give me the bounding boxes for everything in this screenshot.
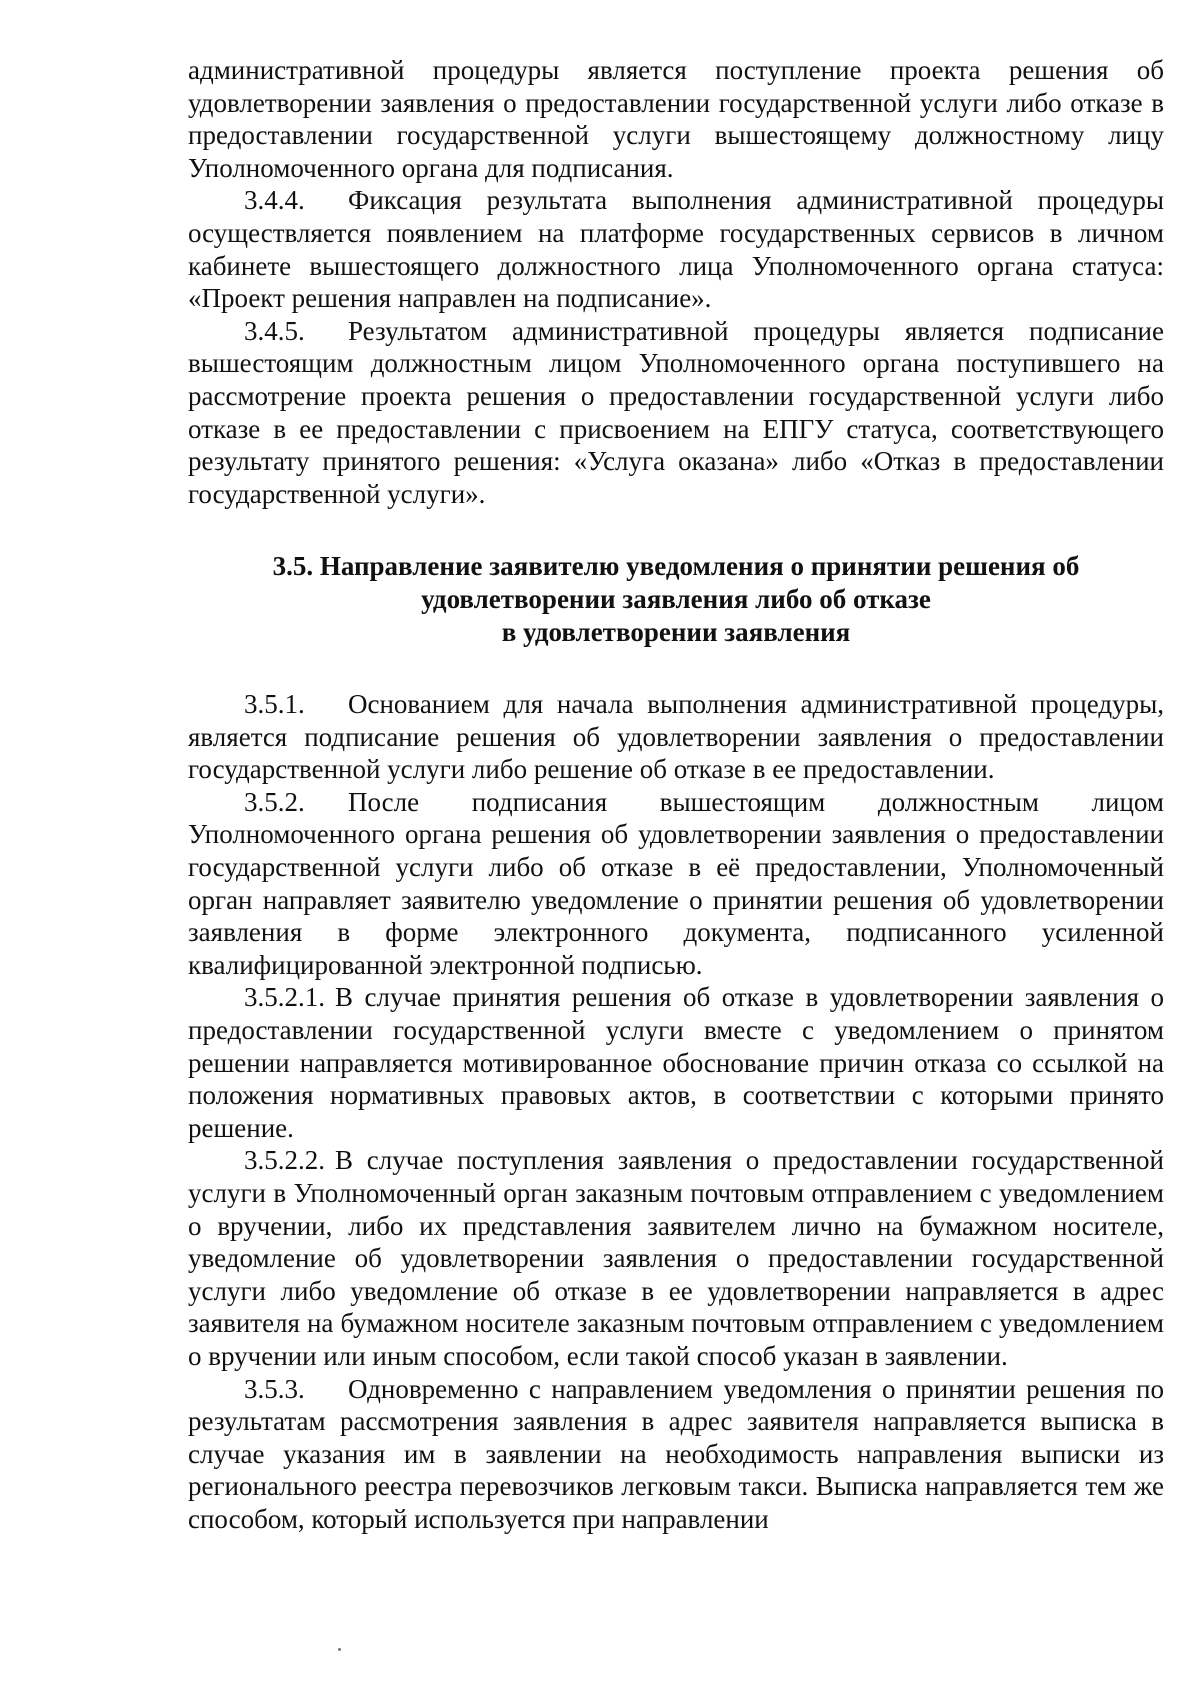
paragraph-number: 3.5.3. xyxy=(244,1373,305,1404)
paragraph-text: В случае принятия решения об отказе в удовлетворении заявления о предоставлении государственной услуги вместе с уведомлением о принятом решении направляется мотивированное обоснование причин отказа со ссылкой на положения нормативных правовых актов, в соответствии с которыми принято решение. xyxy=(188,982,1164,1143)
paragraph-text: После подписания вышестоящим должностным лицом Уполномоченного органа решения об удовлетворении заявления о предоставлении государственной услуги либо об отказе в её предоставлении, Уполномоченный орган направляет заявителю уведомление о принятии решения об удовлетворении заявления в форме электронного документа, подписанного усиленной квалифицированной электронной подписью. xyxy=(188,786,1164,980)
section-heading-3-5 xyxy=(188,550,1164,648)
paragraph-text: Основанием для начала выполнения административной процедуры, является подписание решения об удовлетворении заявления о предоставлении государственной услуги либо решение об отказе в ее предоставлении. xyxy=(188,689,1164,785)
paragraph-number: 3.4.4. xyxy=(244,185,305,216)
paragraph-3-5-2-1 xyxy=(188,981,1164,1144)
paragraph-3-4-4 xyxy=(188,184,1164,314)
paragraph-text: Одновременно с направлением уведомления о принятии решения по результатам рассмотрения заявления в адрес заявителя направляется выписка в случае указания им в заявлении на необходимость направления выписки из регионального реестра перевозчиков легковым такси. Выписка направляется тем же способом, который используется при направлении xyxy=(188,1373,1164,1534)
paragraph-3-5-1 xyxy=(188,688,1164,786)
paragraph-3-5-3 xyxy=(188,1373,1164,1536)
paragraph-3-5-2-2 xyxy=(188,1144,1164,1372)
paragraph-text: Фиксация результата выполнения административной процедуры осуществляется появлением на платформе государственных сервисов в личном кабинете вышестоящего должностного лица Уполномоченного органа статуса: «Проект решения направлен на подписание». xyxy=(188,185,1164,314)
paragraph-3-5-2 xyxy=(188,786,1164,982)
paragraph-intro: административной процедуры является поступление проекта решения об удовлетворении заявления о предоставлении государственной услуги либо отказе в предоставлении государственной услуги вышестоящему должностному лицу Уполномоченного органа для подписания. xyxy=(188,55,1164,183)
document-body xyxy=(188,54,1164,1536)
section-heading-line: удовлетворении заявления либо об отказе xyxy=(421,583,931,614)
paragraph-text: Результатом административной процедуры является подписание вышестоящим должностным лицом Уполномоченного органа поступившего на рассмотрение проекта решения о предоставлении государственной услуги либо отказе в ее предоставлении с присвоением на ЕПГУ статуса, соответствующего результату принятого решения: «Услуга оказана» либо «Отказ в предоставлении государственной услуги». xyxy=(188,315,1164,509)
paragraph-number: 3.5.2.2. xyxy=(244,1145,325,1176)
section-heading-line: в удовлетворении заявления xyxy=(501,616,851,647)
paragraph-number: 3.5.1. xyxy=(244,689,305,720)
paragraph-text: В случае поступления заявления о предоставлении государственной услуги в Уполномоченный орган заказным почтовым отправлением с уведомлением о вручении, либо их представления заявителем лично на бумажном носителе, уведомление об удовлетворении заявления о предоставлении государственной услуги либо уведомление об отказе в ее удовлетворении направляется в адрес заявителя на бумажном носителе заказным почтовым отправлением с уведомлением о вручении или иным способом, если такой способ указан в заявлении. xyxy=(188,1145,1164,1371)
paragraph-number: 3.4.5. xyxy=(244,315,305,346)
paragraph-3-4-5 xyxy=(188,315,1164,511)
paragraph-number: 3.5.2.1. xyxy=(244,982,325,1013)
paragraph-number: 3.5.2. xyxy=(244,786,305,817)
scan-speck xyxy=(338,1648,341,1651)
section-heading-line: 3.5. Направление заявителю уведомления о принятии решения об xyxy=(272,551,1080,582)
